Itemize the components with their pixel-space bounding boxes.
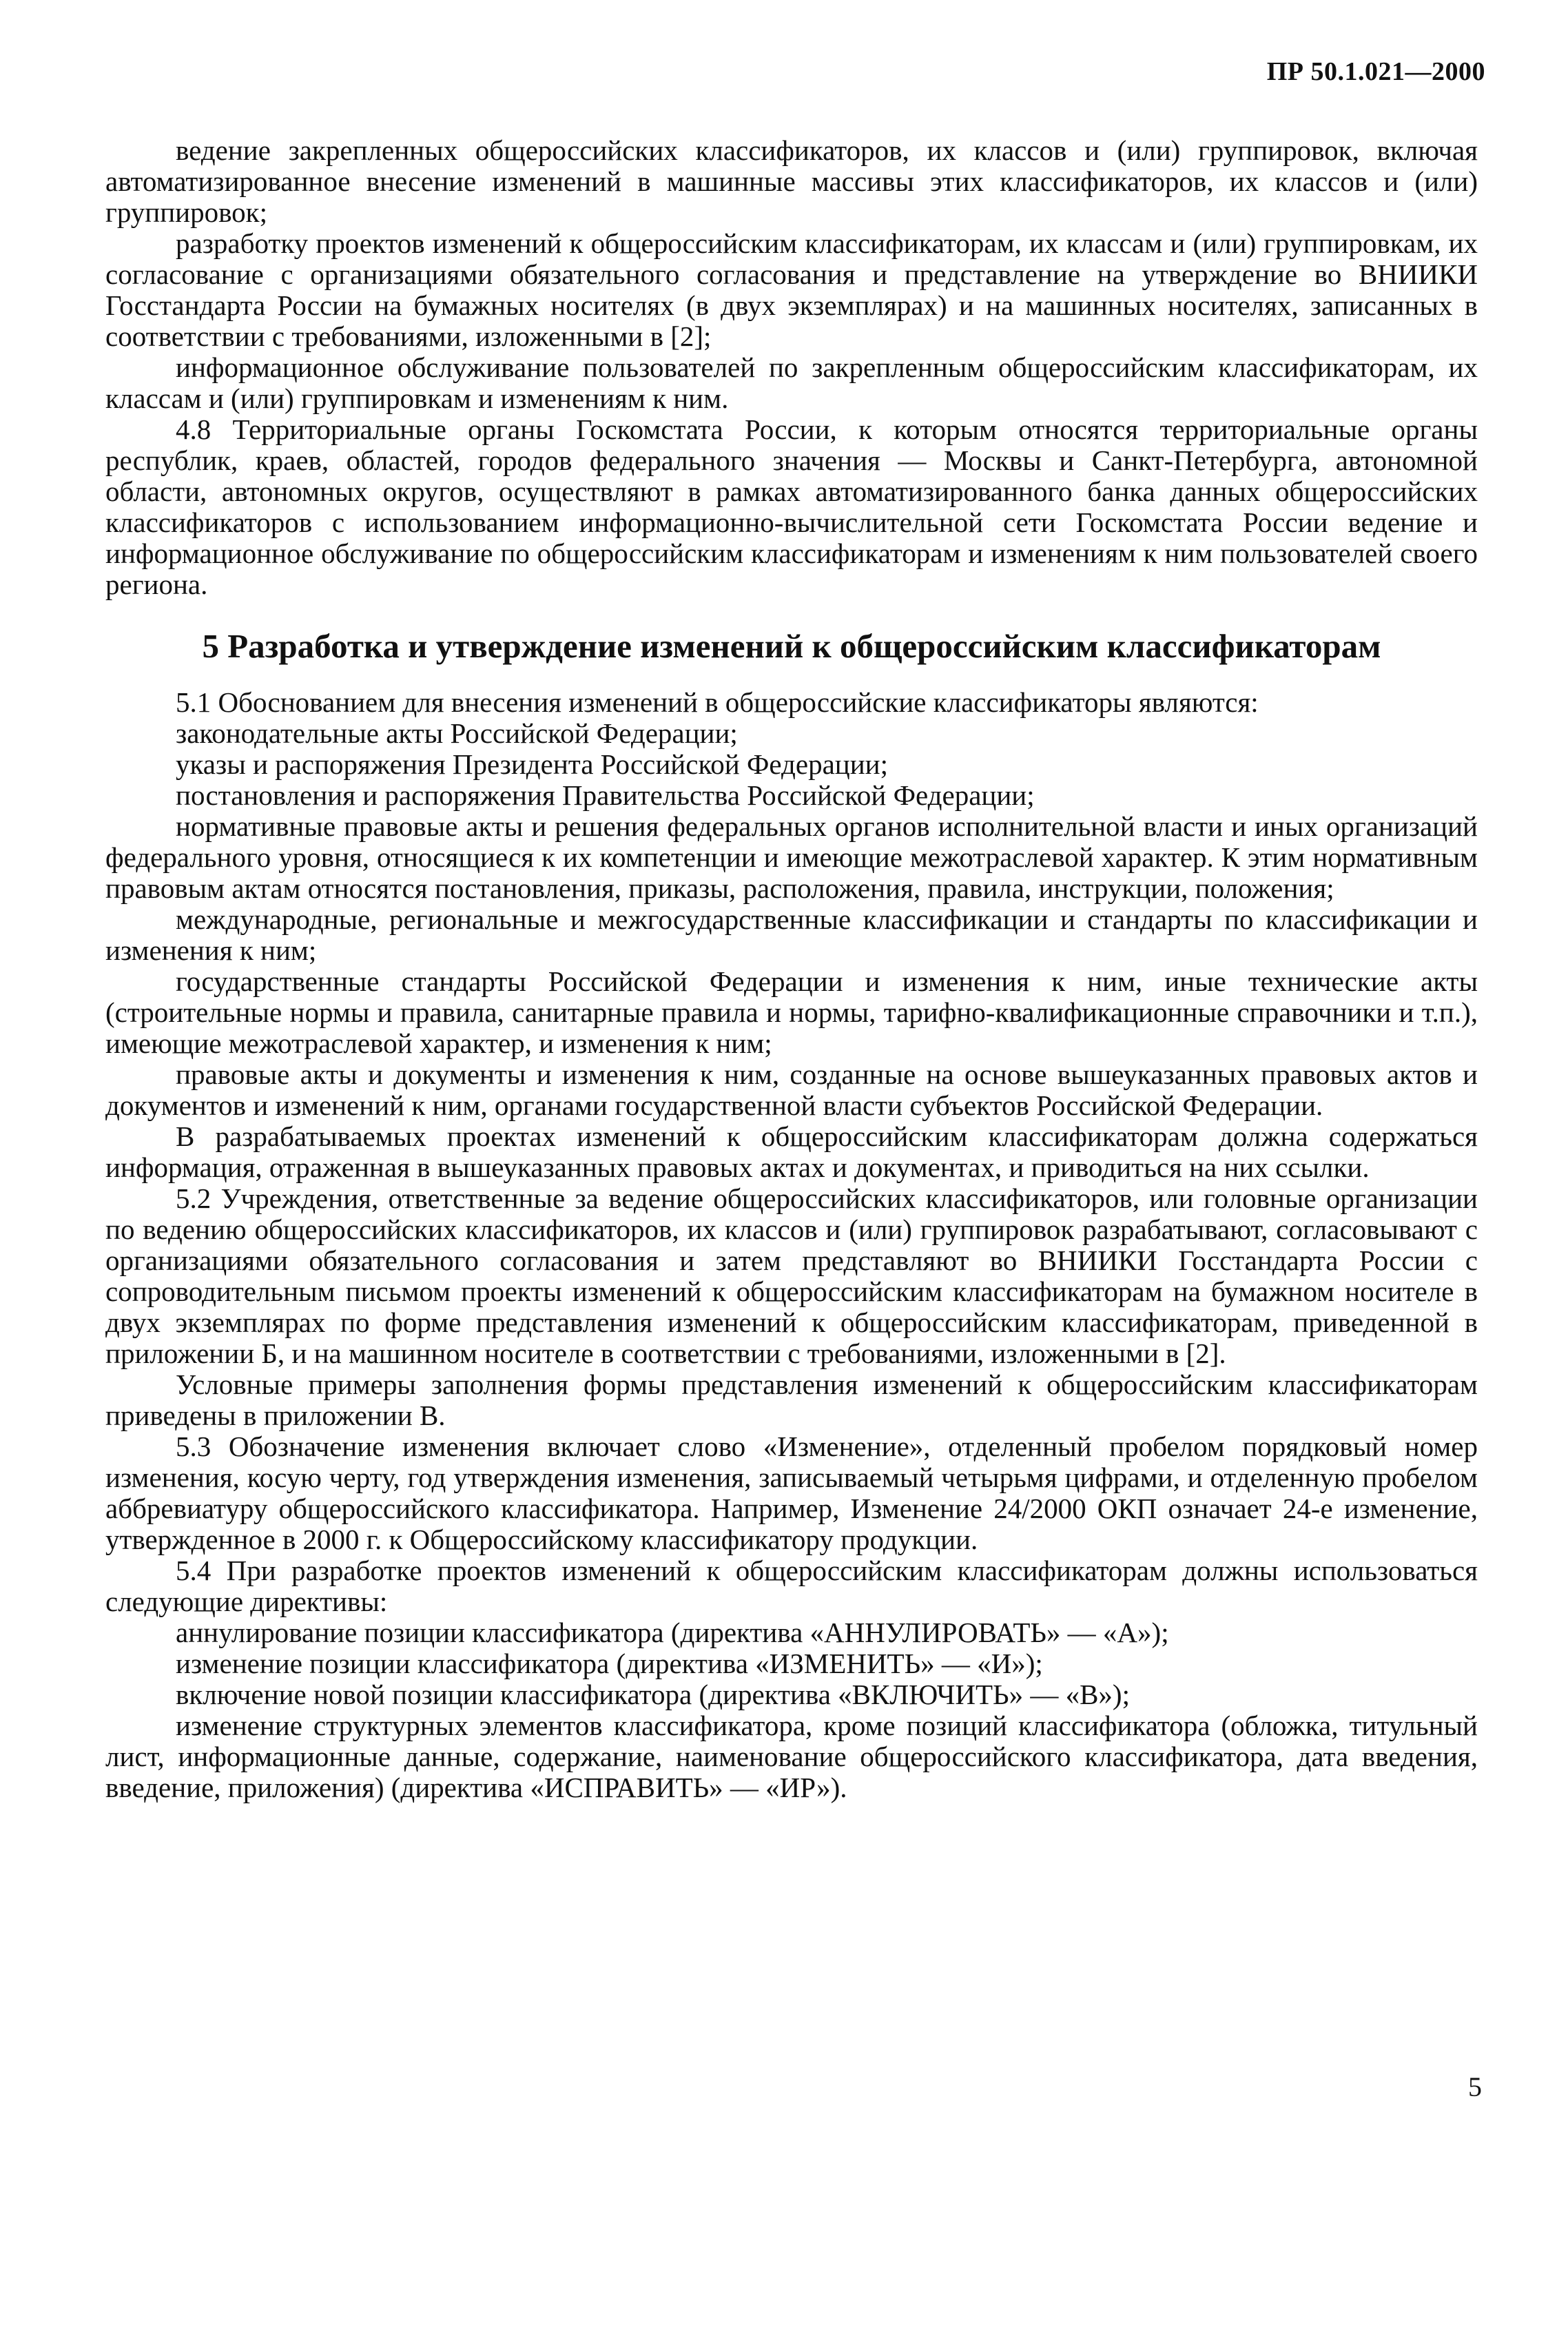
paragraph: 5.3 Обозначение изменения включает слово «Изменение», отделенный пробелом порядковый номер изменения, косую черту, год утверждения изменения, записываемый четырьмя цифрами, и отделенную пробелом аббревиатуру общероссийского классификатора. Например, Изменение 24/2000 ОКП означает 24-е изменение, утвержденное в 2000 г. к Общероссийскому классификатору продукции. — [105, 1431, 1478, 1555]
paragraph: изменение структурных элементов классификатора, кроме позиций классификатора (обложка, титульный лист, информационные данные, содержание, наименование общероссийского классификатора, дата введения, введение, приложения) (директива «ИСПРАВИТЬ» — «ИР»). — [105, 1710, 1478, 1803]
paragraph: Условные примеры заполнения формы представления изменений к общероссийским классификаторам приведены в приложении В. — [105, 1368, 1478, 1431]
paragraph: 5.4 При разработке проектов изменений к общероссийским классификаторам должны использоваться следующие директивы: — [105, 1555, 1478, 1617]
document-code: ПР 50.1.021—2000 — [1266, 57, 1485, 86]
paragraph: включение новой позиции классификатора (директива «ВКЛЮЧИТЬ» — «В»); — [176, 1679, 1130, 1710]
paragraph: постановления и распоряжения Правительства Российской Федерации; — [176, 779, 1035, 811]
paragraph: правовые акты и документы и изменения к ним, созданные на основе вышеуказанных правовых актов и документов и изменений к ним, органами государственной власти субъектов Российской Федерации. — [105, 1058, 1478, 1121]
paragraph: аннулирование позиции классификатора (директива «АННУЛИРОВАТЬ» — «А»); — [176, 1617, 1169, 1648]
paragraph: международные, региональные и межгосударственные классификации и стандарты по классификации и изменения к ним; — [105, 903, 1478, 966]
page-body — [105, 135, 1478, 1803]
paragraph: 4.8 Территориальные органы Госкомстата России, к которым относятся территориальные органы республик, краев, областей, городов федерального значения — Москвы и Санкт-Петербурга, автономной области, автономных округов, осуществляют в рамках автоматизированного банка данных общероссийских классификаторов с использованием информационно-вычислительной сети Госкомстата России ведение и информационное обслуживание по общероссийским классификаторам и изменениям к ним пользователей своего региона. — [105, 413, 1478, 600]
paragraph: законодательные акты Российской Федерации; — [176, 717, 738, 749]
paragraph: нормативные правовые акты и решения федеральных органов исполнительной власти и иных организаций федерального уровня, относящиеся к их компетенции и имеющие межотраслевой характер. К этим нормативным правовым актам относятся постановления, приказы, расположения, правила, инструкции, положения; — [105, 810, 1478, 904]
paragraph: информационное обслуживание пользователей по закрепленным общероссийским классификаторам, их классам и (или) группировкам и изменениям к ним. — [105, 351, 1478, 414]
paragraph: изменение позиции классификатора (директива «ИЗМЕНИТЬ» — «И»); — [176, 1648, 1043, 1679]
page-number: 5 — [1468, 2071, 1482, 2102]
section-heading: 5 Разработка и утверждение изменений к общероссийским классификаторам — [202, 627, 1381, 665]
paragraph: государственные стандарты Российской Федерации и изменения к ним, иные технические акты (строительные нормы и правила, санитарные правила и нормы, тарифно-квалификационные справочники и т.п.), имеющие межотраслевой характер, и изменения к ним; — [105, 965, 1478, 1059]
paragraph: разработку проектов изменений к общероссийским классификаторам, их классам и (или) группировкам, их согласование с организациями обязательного согласования и представление на утверждение во ВНИИКИ Госстандарта России на бумажных носителях (в двух экземплярах) и на машинных носителях, записанных в соответствии с требованиями, изложенными в [2]; — [105, 227, 1478, 352]
paragraph: 5.2 Учреждения, ответственные за ведение общероссийских классификаторов, или головные организации по ведению общероссийских классификаторов, их классов и (или) группировок разрабатывают, согласовывают с организациями обязательного согласования и затем представляют во ВНИИКИ Госстандарта России с сопроводительным письмом проекты изменений к общероссийским классификаторам на бумажном носителе в двух экземплярах по форме представления изменений к общероссийским классификаторам, приведенной в приложении Б, и на машинном носителе в соответствии с требованиями, изложенными в [2]. — [105, 1182, 1478, 1369]
paragraph: указы и распоряжения Президента Российской Федерации; — [176, 748, 888, 780]
paragraph: 5.1 Обоснованием для внесения изменений в общероссийские классификаторы являются: — [176, 686, 1259, 718]
paragraph: ведение закрепленных общероссийских классификаторов, их классов и (или) группировок, включая автоматизированное внесение изменений в машинные массивы этих классификаторов, их классов и (или) группировок; — [105, 134, 1478, 228]
paragraph: В разрабатываемых проектах изменений к общероссийским классификаторам должна содержаться информация, отраженная в вышеуказанных правовых актах и документах, и приводиться на них ссылки. — [105, 1120, 1478, 1183]
